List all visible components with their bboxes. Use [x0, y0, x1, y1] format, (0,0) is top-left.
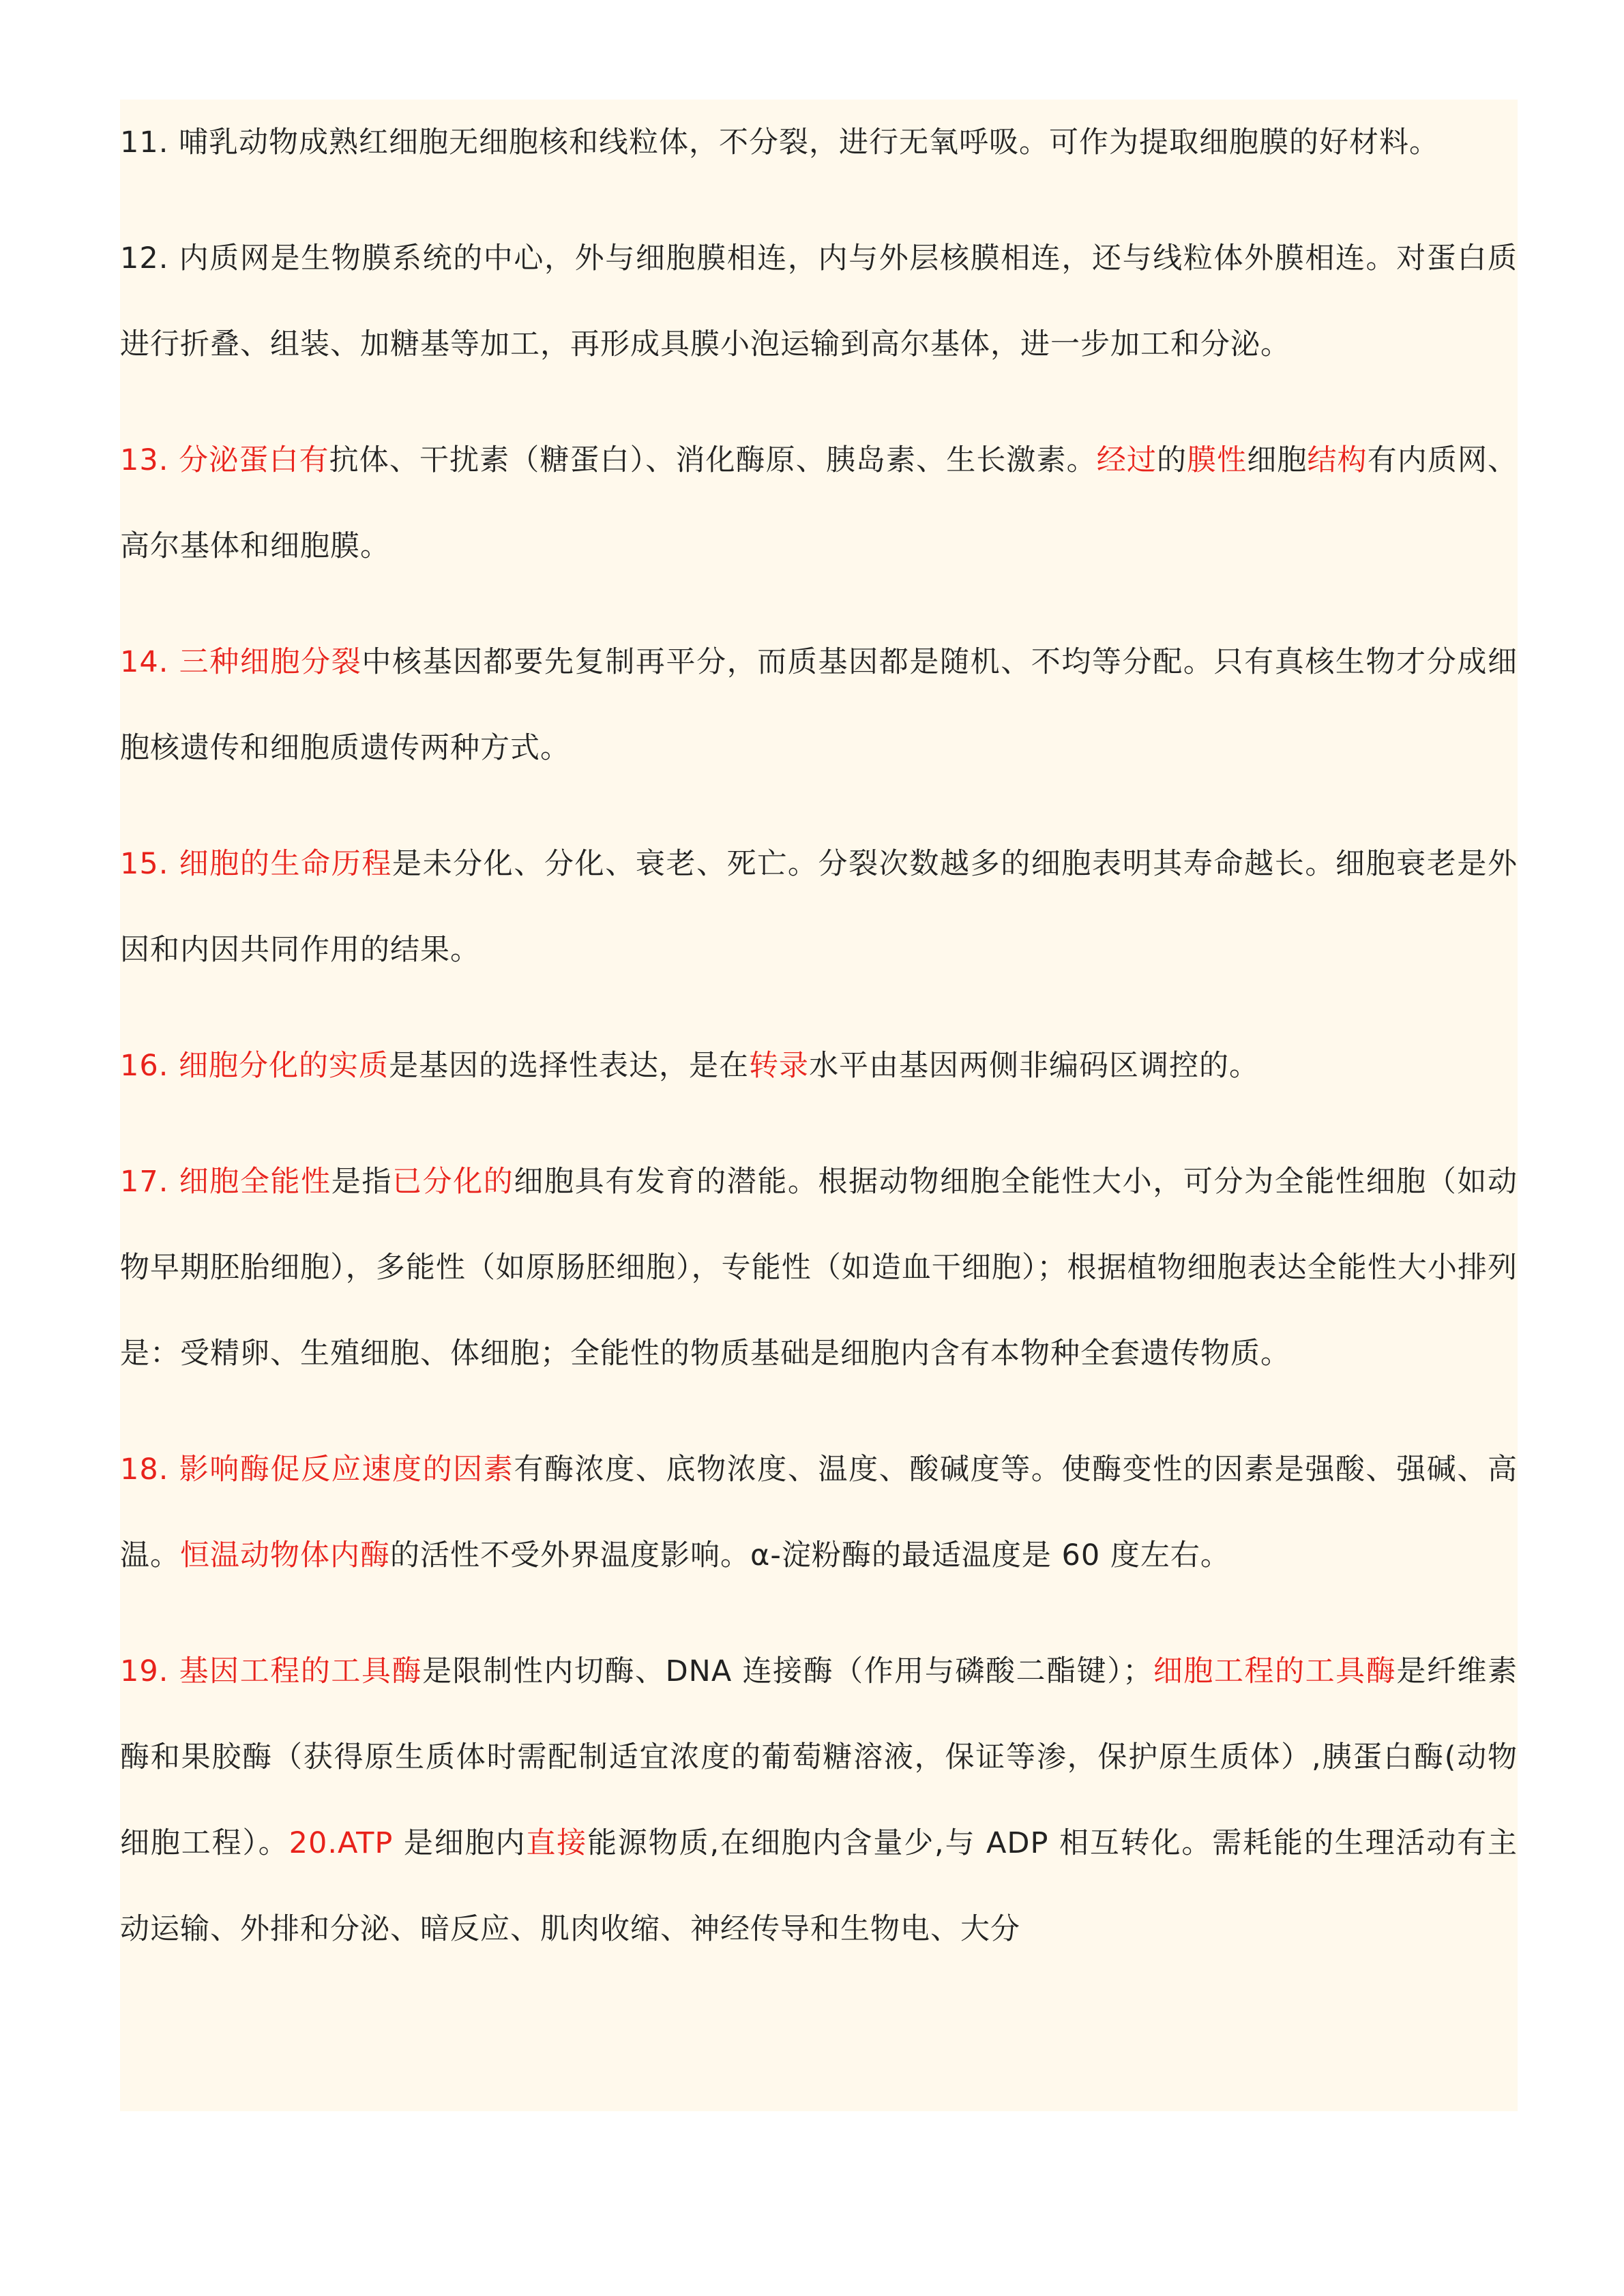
highlight-text: 直接: [526, 1826, 588, 1860]
body-text: 是纤维素酶和果胶酶（获得原生质体时需配制适宜浓度的葡萄糖溶液，保证等渗，保护原生质体）,胰蛋白酶(动物细胞工程）。: [120, 1654, 1518, 1860]
highlight-text: 转录: [749, 1049, 810, 1083]
paragraph-18: [120, 1427, 1518, 1598]
paragraph-13: [120, 417, 1518, 589]
highlight-text: 18. 影响酶促反应速度的因素: [120, 1452, 514, 1487]
highlight-text: 经过: [1096, 443, 1157, 477]
paragraph-15: [120, 821, 1518, 993]
paragraph-16: [120, 1023, 1518, 1109]
body-text: 有酶浓度、底物浓度、温度、酸碱度等。使酶变性的因素是强酸、强碱、高温。: [120, 1452, 1518, 1572]
body-text: 有内质网、高尔基体和细胞膜。: [120, 443, 1518, 563]
highlight-text: 20.ATP: [289, 1826, 394, 1860]
highlight-text: 16. 细胞分化的实质: [120, 1049, 389, 1083]
highlight-text: 17. 细胞全能性: [120, 1165, 331, 1199]
body-text: 细胞: [1247, 443, 1308, 477]
paragraph-14: [120, 619, 1518, 791]
body-text: 能源物质,在细胞内含量少,与 ADP 相互转化。需耗能的生理活动有主动运输、外排和分泌、暗反应、肌肉收缩、神经传导和生物电、大分: [120, 1826, 1518, 1946]
body-text: 的活性不受外界温度影响。α-淀粉酶的最适温度是 60 度左右。: [390, 1538, 1230, 1572]
highlight-text: 细胞工程的工具酶: [1153, 1654, 1397, 1688]
highlight-text: 14. 三种细胞分裂: [120, 645, 362, 679]
highlight-text: 恒温动物体内酶: [180, 1538, 390, 1572]
body-text: 细胞具有发育的潜能。根据动物细胞全能性大小，可分为全能性细胞（如动物早期胚胎细胞），多能性（如原肠胚细胞），专能性（如造血干细胞）；根据植物细胞表达全能性大小排列是：受精卵、生殖细胞、体细胞；全能性的物质基础是细胞内含有本物种全套遗传物质。: [120, 1165, 1518, 1371]
body-text: 水平由基因两侧非编码区调控的。: [809, 1049, 1260, 1083]
highlight-text: 15. 细胞的生命历程: [120, 847, 392, 881]
highlight-text: 已分化的: [392, 1165, 514, 1199]
body-text: 是未分化、分化、衰老、死亡。分裂次数越多的细胞表明其寿命越长。细胞衰老是外因和内因共同作用的结果。: [120, 847, 1518, 967]
body-text: 是细胞内: [393, 1826, 527, 1860]
highlight-text: 膜性: [1187, 443, 1247, 477]
paragraph-17: [120, 1139, 1518, 1397]
body-text: 12. 内质网是生物膜系统的中心，外与细胞膜相连，内与外层核膜相连，还与线粒体外膜相连。对蛋白质进行折叠、组装、加糖基等加工，再形成具膜小泡运输到高尔基体，进一步加工和分泌。: [120, 241, 1518, 361]
paragraph-19: [120, 1628, 1518, 1972]
document-text-body: [120, 100, 1518, 2002]
body-text: 11. 哺乳动物成熟红细胞无细胞核和线粒体，不分裂，进行无氧呼吸。可作为提取细胞膜的好材料。: [120, 125, 1440, 160]
paragraph-12: [120, 215, 1518, 387]
body-text: 中核基因都要先复制再平分，而质基因都是随机、不均等分配。只有真核生物才分成细胞核遗传和细胞质遗传两种方式。: [120, 645, 1518, 765]
highlight-text: 结构: [1307, 443, 1368, 477]
body-text: 是基因的选择性表达，是在: [389, 1049, 750, 1083]
body-text: 的: [1156, 443, 1187, 477]
paragraph-11: [120, 100, 1518, 185]
highlight-text: 19. 基因工程的工具酶: [120, 1654, 423, 1688]
body-text: 是限制性内切酶、DNA 连接酶（作用与磷酸二酯键）；: [422, 1654, 1153, 1688]
highlight-text: 13. 分泌蛋白有: [120, 443, 329, 477]
body-text: 是指: [331, 1165, 392, 1199]
body-text: 抗体、干扰素（糖蛋白）、消化酶原、胰岛素、生长激素。: [329, 443, 1097, 477]
